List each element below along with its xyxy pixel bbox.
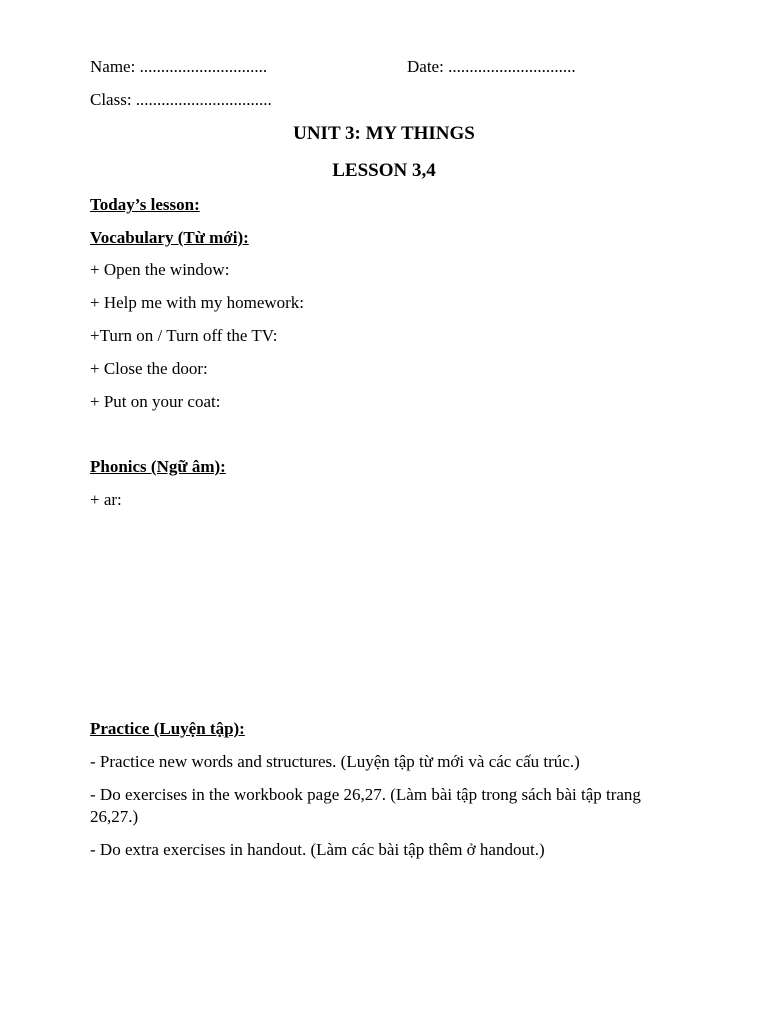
vocabulary-item: + Close the door: bbox=[90, 359, 208, 378]
practice-item: - Do exercises in the workbook page 26,27. (Làm bài tập trong sách bài tập trang 26,27.) bbox=[90, 785, 641, 826]
practice-heading: Practice (Luyện tập): bbox=[90, 719, 245, 738]
name-field: Name: .............................. bbox=[90, 57, 268, 76]
vocabulary-item: +Turn on / Turn off the TV: bbox=[90, 326, 278, 345]
class-field: Class: ................................ bbox=[90, 90, 272, 109]
phonics-heading: Phonics (Ngữ âm): bbox=[90, 457, 226, 476]
vocabulary-item: + Help me with my homework: bbox=[90, 293, 305, 312]
vocabulary-heading: Vocabulary (Từ mới): bbox=[90, 228, 249, 247]
practice-item: - Do extra exercises in handout. (Làm các bài tập thêm ở handout.) bbox=[90, 840, 545, 859]
date-field: Date: .............................. bbox=[407, 57, 576, 76]
vocabulary-item: + Put on your coat: bbox=[90, 392, 221, 411]
phonics-item: + ar: bbox=[90, 490, 122, 509]
vocabulary-item: + Open the window: bbox=[90, 260, 230, 279]
lesson-title: LESSON 3,4 bbox=[332, 160, 436, 181]
todays-lesson-heading: Today’s lesson: bbox=[90, 195, 200, 214]
unit-title: UNIT 3: MY THINGS bbox=[293, 123, 475, 144]
practice-item: - Practice new words and structures. (Luyện tập từ mới và các cấu trúc.) bbox=[90, 752, 580, 771]
